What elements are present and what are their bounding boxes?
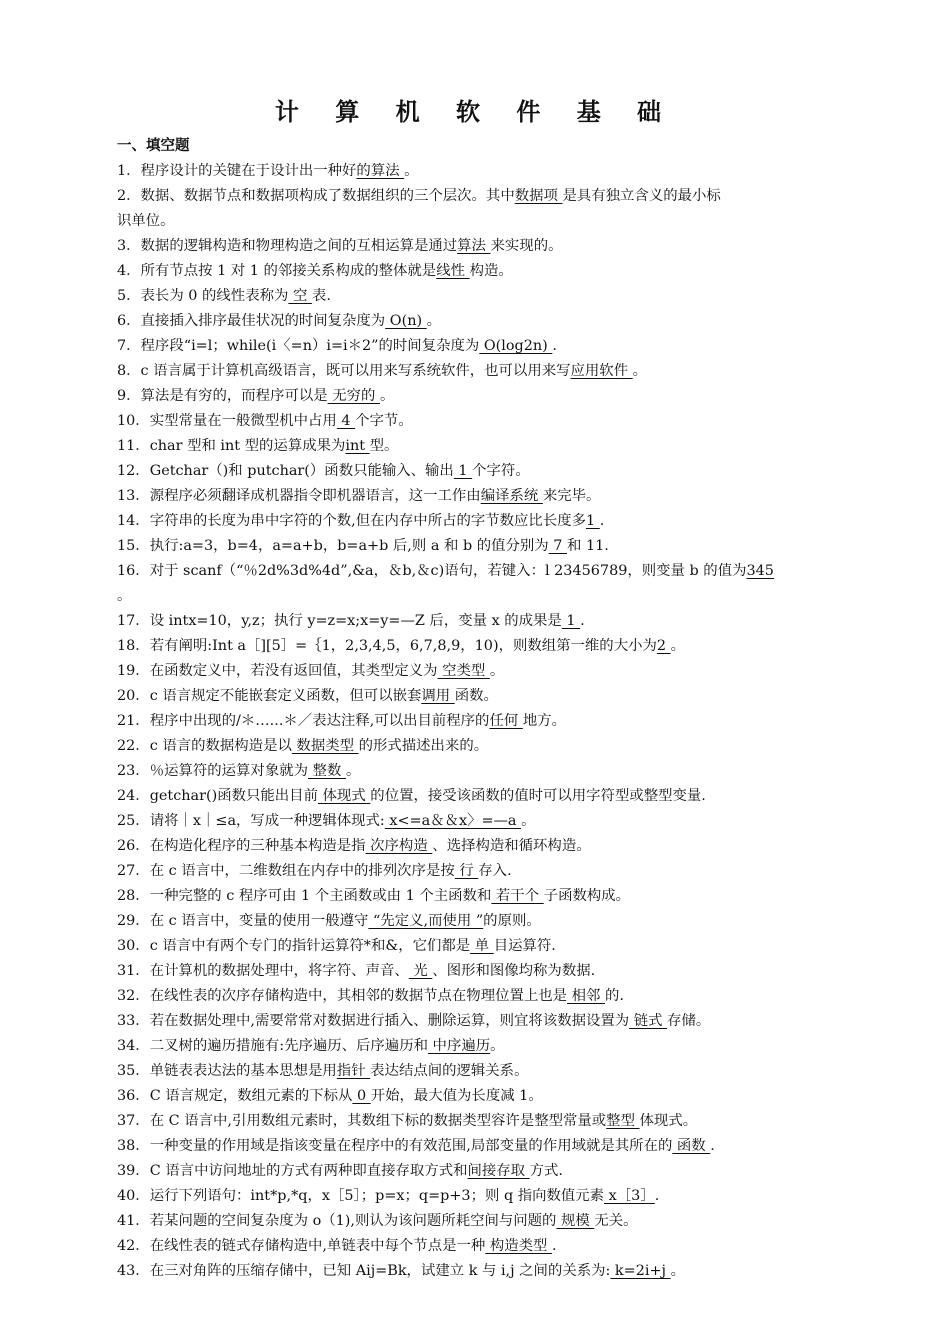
question-item <box>117 259 837 284</box>
question-item <box>117 1184 837 1209</box>
question-item <box>117 1034 837 1059</box>
question-text: 7．程序段“i=l；while(i〈=n）i=i＊2”的时间复杂度为 <box>117 338 480 354</box>
question-item <box>117 834 837 859</box>
question-text-continued: 识单位。 <box>117 213 175 229</box>
question-text: 18．若有阐明:Int a［][5］=｛1，2,3,4,5，6,7,8,9，10)，则数组第一维的大小为 <box>117 638 657 654</box>
answer-blank: 间接存取 <box>467 1163 530 1179</box>
question-text: 43．在三对角阵的压缩存储中，已知 Aij=Bk，试建立 k 与 i,j 之间的关系为: <box>117 1263 611 1279</box>
question-text-after: 的原则。 <box>483 913 541 929</box>
answer-blank: 数据项 <box>514 188 563 204</box>
answer-blank: 构造类型 <box>485 1238 552 1254</box>
answer-blank: 调用 <box>421 688 455 704</box>
question-text-after: 函数。 <box>454 688 498 704</box>
question-text-after: 。 <box>670 1263 685 1279</box>
question-text-after: 存储。 <box>667 1013 711 1029</box>
question-text-after: 。 <box>404 163 419 179</box>
question-list <box>117 159 837 1284</box>
question-text-continued: 。 <box>117 588 132 604</box>
question-text-after: 、图形和图像均称为数据. <box>432 963 596 979</box>
question-text-after: 来完毕。 <box>542 488 601 504</box>
question-text: 8．c 语言属于计算机高级语言，既可以用来写系统软件，也可以用来写 <box>117 363 571 379</box>
question-text: 41．若某问题的空间复杂度为 o（1),则认为该问题所耗空间与问题的 <box>117 1213 557 1229</box>
question-text: 15．执行:a=3，b=4，a=a+b，b=a+b 后,则 a 和 b 的值分别为 <box>117 538 549 554</box>
question-item <box>117 684 837 709</box>
answer-blank: 函数 <box>672 1138 711 1154</box>
question-text-after: 。 <box>670 638 686 654</box>
question-item <box>117 1059 837 1084</box>
answer-blank: x<=a＆＆x〉=—a <box>384 813 522 829</box>
answer-blank: 体现式 <box>317 788 371 804</box>
question-text: 14．字符串的长度为串中字符的个数,但在内存中所占的字节数应比长度多 <box>117 513 586 529</box>
question-text: 4．所有节点按 1 对 1 的邻接关系构成的整体就是 <box>117 263 437 279</box>
question-text-after: 是具有独立含义的最小标 <box>562 188 721 204</box>
question-text-after: 。 <box>490 1038 505 1054</box>
question-item <box>117 409 837 434</box>
question-item <box>117 784 837 809</box>
question-text: 30．c 语言中有两个专门的指针运算符*和&，它们都是 <box>117 938 471 954</box>
question-text: 26．在构造化程序的三种基本构造是指 <box>117 838 366 854</box>
answer-blank: 数据类型 <box>291 738 359 754</box>
question-item <box>117 509 837 534</box>
question-text-after: 无关。 <box>594 1213 638 1229</box>
question-item <box>117 984 837 1009</box>
answer-blank: 任何 <box>489 713 523 729</box>
question-text-after: 。 <box>632 363 648 379</box>
question-text: 28．一种完整的 c 程序可由 1 个主函数或由 1 个主函数和 <box>117 888 492 904</box>
question-text: 23．％运算符的运算对象就为 <box>117 763 308 779</box>
question-item <box>117 934 837 959</box>
question-text: 31．在计算机的数据处理中，将字符、声音、 <box>117 963 409 979</box>
question-item <box>117 609 837 634</box>
question-item <box>117 1234 837 1259</box>
question-item <box>117 159 837 184</box>
question-text: 35．单链表表达法的基本思想是用 <box>117 1063 337 1079</box>
question-text-after: . <box>552 338 557 354</box>
question-text-after: 。 <box>521 813 536 829</box>
question-text: 11．char 型和 int 型的运算成果为 <box>117 438 346 454</box>
question-item <box>117 1209 837 1234</box>
question-item <box>117 334 837 359</box>
question-text-after: 的位置，接受该函数的值时可以用字符型或整型变量. <box>370 788 706 804</box>
answer-blank: O(log2n) <box>479 338 553 354</box>
question-text: 32．在线性表的次序存储构造中，其相邻的数据节点在物理位置上也是 <box>117 988 568 1004</box>
question-text-after: 存入. <box>478 863 512 879</box>
question-text-after: 方式. <box>529 1163 563 1179</box>
question-text-after: 型。 <box>369 438 399 454</box>
question-text: 1．程序设计的关键在于设计出一种好 <box>117 163 357 179</box>
question-item <box>117 484 837 509</box>
question-item <box>117 309 837 334</box>
question-text: 3．数据的逻辑构造和物理构造之间的互相运算是通过 <box>117 238 458 254</box>
answer-blank: 链式 <box>629 1013 668 1029</box>
question-text: 27．在 c 语言中，二维数组在内存中的排列次序是按 <box>117 863 455 879</box>
question-item <box>117 1259 837 1284</box>
question-text: 2．数据、数据节点和数据项构成了数据组织的三个层次。其中 <box>117 188 515 204</box>
answer-blank: 相邻 <box>567 988 605 1004</box>
question-text: 5．表长为 0 的线性表称为 <box>117 288 289 304</box>
question-text-after: . <box>710 1138 715 1154</box>
question-text-after: 个字节。 <box>355 413 413 429</box>
question-text-after: . <box>551 1238 557 1254</box>
question-text: 36．C 语言规定，数组元素的下标从 <box>117 1088 353 1104</box>
answer-blank: int <box>345 438 370 454</box>
question-text-after: 开始，最大值为长度减 1。 <box>370 1088 543 1104</box>
question-text-after: 体现式。 <box>639 1113 698 1129</box>
question-item <box>117 534 837 559</box>
answer-blank: x［3］ <box>604 1188 655 1204</box>
question-item <box>117 659 837 684</box>
answer-blank: “先定义,而使用 ” <box>368 913 484 929</box>
question-text: 22．c 语言的数据构造是以 <box>117 738 292 754</box>
question-text-after: 子函数构成。 <box>543 888 631 904</box>
answer-blank: 单 <box>470 938 494 954</box>
document-title: 计 算 机 软 件 基 础 <box>274 98 676 126</box>
section-heading: 一、填空题 <box>117 138 190 154</box>
question-text: 20．c 语言规定不能嵌套定义函数，但可以嵌套 <box>117 688 422 704</box>
question-text-after: 。 <box>345 763 361 779</box>
question-item <box>117 284 837 309</box>
question-text-after: . <box>654 1188 660 1204</box>
question-item <box>117 1159 837 1184</box>
question-text: 40．运行下列语句：int*p,*q，x［5］；p=x；q=p+3；则 q 指向数值元素 <box>117 1188 605 1204</box>
question-item <box>117 734 837 759</box>
question-text: 12．Getchar（)和 putchar(）函数只能输入、输出 <box>117 463 454 479</box>
question-item <box>117 809 837 834</box>
question-item <box>117 1109 837 1134</box>
question-text-after: 、选择构造和循环构造。 <box>432 838 591 854</box>
question-text-after: 和 11. <box>567 538 609 554</box>
question-item <box>117 459 837 484</box>
answer-blank: 的算法 <box>356 163 405 179</box>
answer-blank: 编译系统 <box>480 488 543 504</box>
question-text: 10．实型常量在一般微型机中占用 <box>117 413 337 429</box>
question-text-after: 目运算符. <box>493 938 556 954</box>
answer-blank: 规模 <box>556 1213 595 1229</box>
question-text: 6．直接插入排序最佳状况的时间复杂度为 <box>117 313 386 329</box>
answer-blank: 次序构造 <box>365 838 433 854</box>
question-text: 19．在函数定义中，若没有返回值，其类型定义为 <box>117 663 438 679</box>
question-text-after: 个字符。 <box>472 463 530 479</box>
question-text-after: 的. <box>604 988 624 1004</box>
question-text-after: 的形式描述出来的。 <box>358 738 489 754</box>
answer-blank: 中序遍历 <box>427 1038 491 1054</box>
answer-blank: 4 <box>336 413 356 429</box>
question-item <box>117 384 837 409</box>
answer-blank: 345 <box>746 563 774 579</box>
question-item <box>117 434 837 459</box>
question-text: 38．一种变量的作用域是指该变量在程序中的有效范围,局部变量的作用域就是其所在的 <box>117 1138 673 1154</box>
answer-blank: 行 <box>454 863 479 879</box>
question-item <box>117 559 837 609</box>
question-text: 21．程序中出现的/＊…...＊／表达注释,可以出目前程序的 <box>117 713 490 729</box>
question-item <box>117 1009 837 1034</box>
question-item <box>117 1134 837 1159</box>
question-text: 42．在线性表的链式存储构造中,单链表中每个节点是一种 <box>117 1238 486 1254</box>
answer-blank: 整型 <box>606 1113 640 1129</box>
answer-blank: 指针 <box>336 1063 371 1079</box>
question-text: 17．设 intx=10，y,z；执行 y=z=x;x=y=—Z 后，变量 x 的成果是 <box>117 613 562 629</box>
question-text: 24．getchar()函数只能出目前 <box>117 788 318 804</box>
answer-blank: 空 <box>288 288 312 304</box>
question-text-after: . <box>599 513 605 529</box>
question-item <box>117 759 837 784</box>
question-text: 29．在 c 语言中，变量的使用一般遵守 <box>117 913 369 929</box>
question-item <box>117 709 837 734</box>
question-text-after: 地方。 <box>522 713 566 729</box>
answer-blank: 7 <box>548 538 568 554</box>
answer-blank: 整数 <box>308 763 346 779</box>
answer-blank: 1 <box>561 613 581 629</box>
question-text: 13．源程序必须翻译成机器指令即机器语言，这一工作由 <box>117 488 481 504</box>
question-text-after: 表达结点间的逻辑关系。 <box>370 1063 529 1079</box>
answer-blank: 2 <box>656 638 671 654</box>
answer-blank: 若干个 <box>491 888 544 904</box>
question-item <box>117 234 837 259</box>
question-text-after: 来实现的。 <box>490 238 563 254</box>
question-text: 16．对于 scanf（“％2d%3d%4d”,&a，＆b,＆c)语句，若键入：l 23456789，则变量 b 的值为 <box>117 563 747 579</box>
answer-blank: 1 <box>586 513 600 529</box>
answer-blank: k=2i+j <box>610 1263 671 1279</box>
answer-blank: 算法 <box>457 238 491 254</box>
question-text-after: 构造。 <box>469 263 513 279</box>
question-item <box>117 634 837 659</box>
question-item <box>117 359 837 384</box>
question-item <box>117 884 837 909</box>
answer-blank: 1 <box>453 463 473 479</box>
question-text: 37．在 C 语言中,引用数组元素时，其数组下标的数据类型容许是整型常量或 <box>117 1113 607 1129</box>
question-item <box>117 909 837 934</box>
question-text: 9．算法是有穷的，而程序可以是 <box>117 388 328 404</box>
question-text-after: 。 <box>426 313 442 329</box>
answer-blank: 0 <box>352 1088 371 1104</box>
question-text: 34．二叉树的遍历措施有:先序遍历、后序遍历和 <box>117 1038 428 1054</box>
question-item <box>117 959 837 984</box>
answer-blank: O(n) <box>385 313 427 329</box>
answer-blank: 光 <box>408 963 433 979</box>
answer-blank: 无穷的 <box>327 388 380 404</box>
answer-blank: 应用软件 <box>570 363 633 379</box>
question-item <box>117 859 837 884</box>
question-text: 39．C 语言中访问地址的方式有两种即直接存取方式和 <box>117 1163 468 1179</box>
answer-blank: 线性 <box>436 263 470 279</box>
question-text-after: 。 <box>489 663 505 679</box>
question-item <box>117 184 837 234</box>
question-item <box>117 1084 837 1109</box>
question-text-after: 表. <box>311 288 331 304</box>
question-text: 25．请将｜x｜≤a，写成一种逻辑体现式: <box>117 813 385 829</box>
question-text-after: . <box>580 613 585 629</box>
question-text-after: 。 <box>379 388 395 404</box>
question-text: 33．若在数据处理中,需要常常对数据进行插入、删除运算，则宜将该数据设置为 <box>117 1013 630 1029</box>
answer-blank: 空类型 <box>437 663 490 679</box>
